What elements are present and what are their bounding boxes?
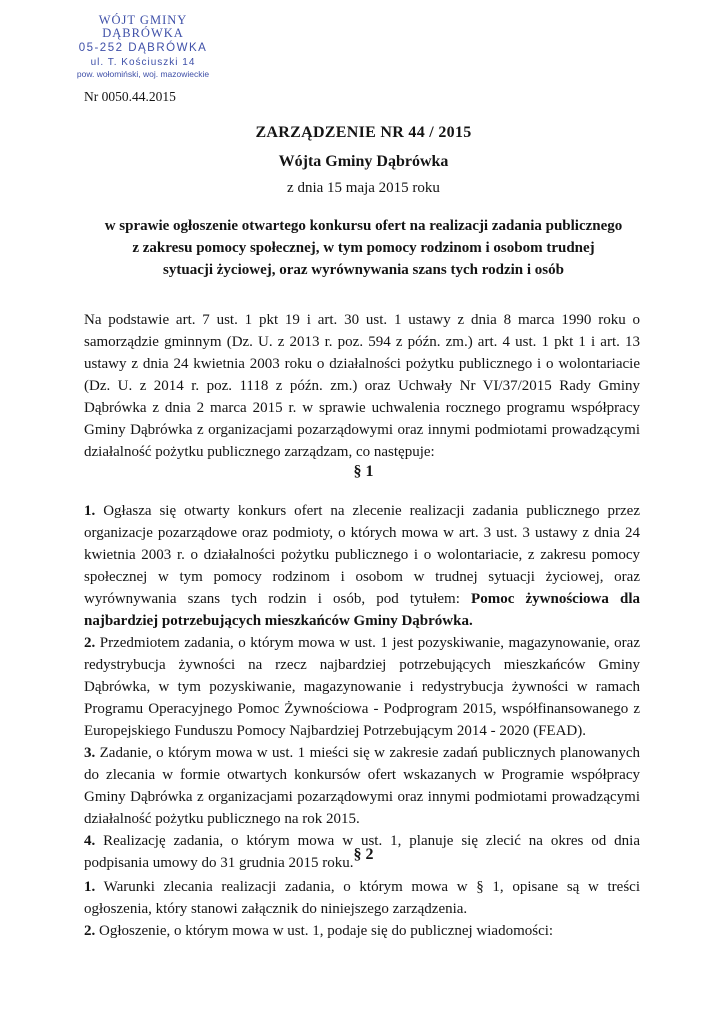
- stamp-line-county: pow. wołomiński, woj. mazowieckie: [76, 68, 210, 79]
- item-text: Realizację zadania, o którym mowa w ust. 1, planuje się zlecić na okres od dnia podpisania umowy do 31 grudnia 2015 roku.: [84, 833, 640, 871]
- task-title: Pomoc żywnościowa dla najbardziej potrzebujących mieszkańców Gminy Dąbrówka.: [84, 591, 640, 629]
- legal-basis-paragraph: Na podstawie art. 7 ust. 1 pkt 19 i art. 30 ust. 1 ustawy z dnia 8 marca 1990 roku o samorządzie gminnym (Dz. U. z 2013 r. poz. 594 z późn. zm.) art. 4 ust. 1 pkt 1 i art. 13 ustawy z dnia 24 kwietnia 2003 roku o działalności pożytku publicznego i o wolontariacie (Dz. U. z 2014 r. poz. 1118 z późn. zm.) oraz Uchwały Nr VI/37/2015 Rady Gminy Dąbrówka z dnia 2 marca 2015 r. w sprawie uchwalenia rocznego programu współpracy Gminy Dąbrówka z organizacjami pozarządowymi oraz innymi podmiotami prowadzącymi działalność pożytku publicznego zarządzam, co następuje:: [84, 312, 640, 460]
- document-title: ZARZĄDZENIE NR 44 / 2015: [255, 124, 472, 141]
- issuer-name: Wójta Gminy Dąbrówka: [278, 153, 449, 170]
- item-text: Zadanie, o którym mowa w ust. 1 mieści się w zakresie zadań publicznych planowanych do zlecania w formie otwartych konkursów ofert wskazanych w Programie współpracy Gminy Dąbrówka z organizacjami pozarządowymi oraz innymi podmiotami prowadzącymi działalność pożytku publicznego na rok 2015.: [84, 745, 640, 827]
- section-1-item-1: [84, 500, 640, 632]
- subject-line: w sprawie ogłoszenie otwartego konkursu ofert na realizacji zadania publicznego: [104, 218, 623, 234]
- section-2-heading: § 2: [353, 846, 374, 863]
- item-text: Przedmiotem zadania, o którym mowa w ust. 1 jest pozyskiwanie, magazynowanie, oraz redystrybucja żywności na rzecz najbardziej potrzebujących mieszkańców Gminy Dąbrówka, w tym pozyskiwanie, magazynowanie i redystrybucja żywności w ramach Programu Operacyjnego Pomoc Żywnościowa - Podprogram 2015, współfinansowanego z Europejskiego Funduszu Pomocy Najbardziej Potrzebującym 2014 - 2020 (FEAD).: [84, 635, 640, 739]
- section-2-body: [84, 876, 640, 942]
- office-stamp: [58, 14, 228, 78]
- item-number: 1.: [84, 879, 96, 895]
- item-text: Warunki zlecania realizacji zadania, o którym mowa w § 1, opisane są w treści ogłoszenia, który stanowi załącznik do niniejszego zarządzenia.: [84, 879, 640, 917]
- stamp-line-street: ul. T. Kościuszki 14: [90, 56, 196, 68]
- section-2-item-2: [84, 920, 640, 942]
- section-1-item-2: [84, 632, 640, 742]
- item-number: 2.: [84, 923, 96, 939]
- subject-line: z zakresu pomocy społecznej, w tym pomocy rodzinom i osobom trudnej: [132, 240, 595, 256]
- issue-date: z dnia 15 maja 2015 roku: [287, 180, 440, 196]
- item-number: 4.: [84, 833, 96, 849]
- reference-number: Nr 0050.44.2015: [84, 89, 176, 104]
- section-2-item-1: [84, 876, 640, 920]
- document-subject: [100, 215, 627, 281]
- section-1-heading: § 1: [353, 463, 374, 480]
- item-text: Ogłasza się otwarty konkurs ofert na zlecenie realizacji zadania publicznego przez organizacje pozarządowe oraz podmioty, o których mowa w art. 3 ust. 3 ustawy z dnia 24 kwietnia 2003 r. o działalności pożytku publicznego i o wolontariacie, z zakresu pomocy społecznej w tym pomocy rodzinom i osobom w trudnej sytuacji życiowej, oraz wyrównywania szans tych rodzin i osób, pod tytułem:: [84, 503, 640, 607]
- stamp-line-postcode: 05-252 DĄBRÓWKA: [78, 42, 208, 54]
- item-number: 2.: [84, 635, 96, 651]
- subject-line: sytuacji życiowej, oraz wyrównywania szans tych rodzin i osób: [163, 262, 564, 278]
- item-number: 1.: [84, 503, 96, 519]
- section-1-body: [84, 500, 640, 874]
- item-number: 3.: [84, 745, 96, 761]
- item-text: Ogłoszenie, o którym mowa w ust. 1, podaje się do publicznej wiadomości:: [95, 923, 554, 939]
- stamp-line-title: WÓJT GMINY DĄBRÓWKA: [98, 13, 188, 40]
- section-1-item-3: [84, 742, 640, 830]
